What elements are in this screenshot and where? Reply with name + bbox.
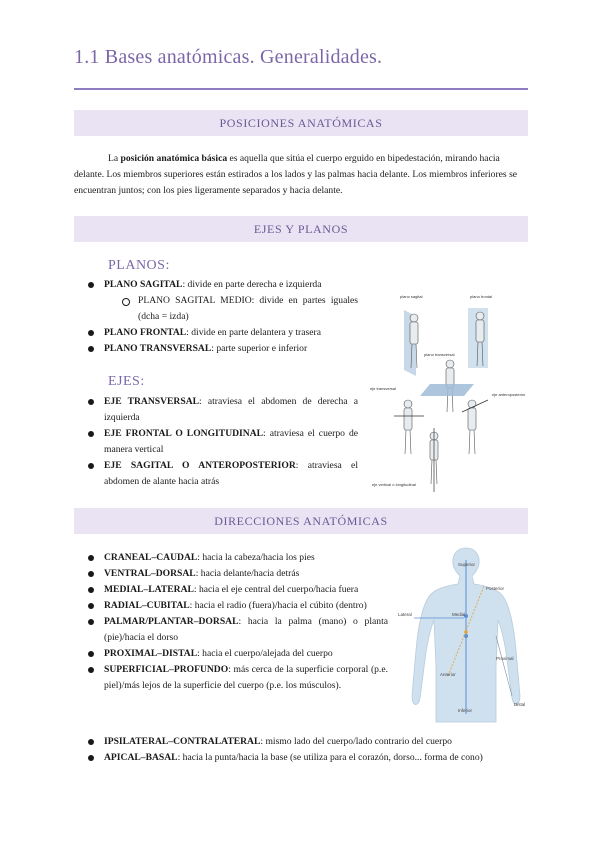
- list-item: PALMAR/PLANTAR–DORSAL: hacia la palma (mano) o planta (pie)/hacia el dorso: [86, 614, 388, 646]
- label-proximal: Proximal: [496, 656, 514, 661]
- list-item: RADIAL–CUBITAL: hacia el radio (fuera)/hacia el cúbito (dentro): [86, 598, 388, 614]
- posiciones-paragraph: La posición anatómica básica es aquella que sitúa el cuerpo erguido en bipedestación, mirando hacia delante. Los miembros superiores están estirados a los lados y las palmas hacia delante. Los miembros inferiores se encuentran juntos; con los pies ligeramente separados y hacia delante.: [74, 153, 518, 196]
- ejes-heading: EJES:: [108, 374, 145, 389]
- label-medial: Medial: [452, 612, 466, 617]
- list-item: VENTRAL–DORSAL: hacia delante/hacia detrás: [86, 566, 388, 582]
- title-divider: [74, 88, 528, 90]
- list-item: EJE FRONTAL O LONGITUDINAL: atraviesa el cuerpo de manera vertical: [86, 426, 358, 458]
- list-item: PLANO SAGITAL MEDIO: divide en partes iguales (dcha = izda): [86, 293, 358, 325]
- list-item: PLANO TRANSVERSAL: parte superior e inferior: [86, 341, 358, 357]
- list-item: PROXIMAL–DISTAL: hacia el cuerpo/alejada del cuerpo: [86, 646, 388, 662]
- directions-body-figure: [396, 546, 536, 724]
- planes-axes-figure: [364, 288, 534, 500]
- label-eje-anteroposterior: eje anteroposterior: [492, 392, 526, 397]
- list-item: EJE TRANSVERSAL: atraviesa el abdomen de derecha a izquierda: [86, 394, 358, 426]
- list-item: PLANO FRONTAL: divide en parte delantera y trasera: [86, 325, 358, 341]
- label-inferior: Inferior: [458, 708, 473, 713]
- list-item: IPSILATERAL–CONTRALATERAL: mismo lado del cuerpo/lado contrario del cuerpo: [86, 734, 536, 750]
- section-heading-posiciones: POSICIONES ANATÓMICAS: [74, 110, 528, 136]
- page-title: 1.1 Bases anatómicas. Generalidades.: [74, 46, 383, 68]
- list-item: SUPERFICIAL–PROFUNDO: más cerca de la superficie corporal (p.e. piel)/más lejos de la superficie del cuerpo (p.e. los músculos).: [86, 662, 388, 694]
- list-item: CRANEAL–CAUDAL: hacia la cabeza/hacia los pies: [86, 550, 388, 566]
- list-item: APICAL–BASAL: hacia la punta/hacia la base (se utiliza para el corazón, dorso... forma de cono): [86, 750, 536, 766]
- label-plano-sagital: plano sagital: [400, 294, 423, 299]
- label-lateral: Lateral: [398, 612, 412, 617]
- planos-heading: PLANOS:: [108, 258, 170, 273]
- label-eje-longitudinal: eje vertical o longitudinal: [372, 482, 416, 487]
- label-superior: Superior: [458, 562, 476, 567]
- label-plano-frontal: plano frontal: [470, 294, 493, 299]
- section-heading-direcciones: DIRECCIONES ANATÓMICAS: [74, 508, 528, 534]
- label-distal: Distal: [514, 702, 526, 707]
- direcciones-list-wide: [86, 734, 536, 766]
- label-plano-transversal: plano transversal: [424, 352, 455, 357]
- label-eje-transversal: eje transversal: [370, 386, 397, 391]
- list-item: PLANO SAGITAL: divide en parte derecha e izquierda: [86, 277, 358, 293]
- label-anterior: Anterior: [440, 672, 456, 677]
- direcciones-list-narrow: [86, 550, 388, 694]
- section-heading-ejes-planos: EJES Y PLANOS: [74, 216, 528, 242]
- label-posterior: Posterior: [486, 586, 505, 591]
- list-item: EJE SAGITAL O ANTEROPOSTERIOR: atraviesa el abdomen de alante hacia atrás: [86, 458, 358, 490]
- planos-list: [86, 277, 358, 357]
- list-item: MEDIAL–LATERAL: hacia el eje central del cuerpo/hacia fuera: [86, 582, 388, 598]
- ejes-list: [86, 394, 358, 490]
